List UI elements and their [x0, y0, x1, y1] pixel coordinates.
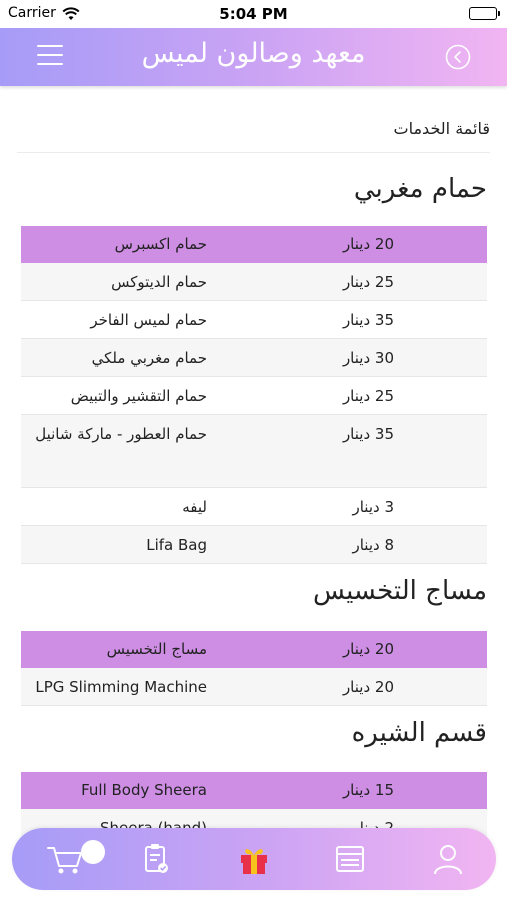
section-title-slimming-massage: مساج التخسيس	[312, 576, 487, 606]
service-name: Full Body Sheera	[81, 781, 207, 799]
service-row[interactable]	[21, 526, 487, 564]
profile-icon[interactable]	[432, 842, 464, 876]
service-name: حمام لميس الفاخر	[90, 311, 207, 329]
service-row[interactable]	[21, 339, 487, 377]
service-row[interactable]	[21, 263, 487, 301]
carrier-label: Carrier	[8, 5, 56, 21]
bottom-tab-bar	[12, 828, 496, 890]
service-name: Lifa Bag	[146, 536, 207, 554]
service-row[interactable]	[21, 488, 487, 526]
service-name: حمام مغربي ملكي	[91, 349, 207, 367]
service-price: 8 دينار	[352, 536, 394, 554]
service-price: 15 دينار	[342, 781, 394, 799]
service-row[interactable]	[21, 631, 487, 668]
service-price: 35 دينار	[342, 425, 394, 443]
service-row[interactable]	[21, 668, 487, 706]
service-name: حمام اكسبرس	[114, 235, 207, 253]
service-row[interactable]	[21, 301, 487, 339]
orders-clipboard-icon[interactable]	[142, 842, 170, 876]
service-row[interactable]	[21, 772, 487, 809]
service-price: 35 دينار	[342, 311, 394, 329]
service-price: 3 دينار	[352, 498, 394, 516]
service-price: 25 دينار	[342, 273, 394, 291]
service-price: 25 دينار	[342, 387, 394, 405]
cart-badge	[81, 840, 105, 864]
app-header	[0, 28, 507, 86]
section-title-moroccan-bath: حمام مغربي	[353, 174, 487, 204]
service-table-slimming-massage	[21, 631, 487, 706]
service-price: 20 دينار	[342, 235, 394, 253]
service-price: 20 دينار	[342, 678, 394, 696]
services-content	[0, 86, 507, 900]
status-bar	[0, 0, 507, 28]
section-title-sheera: قسم الشيره	[351, 718, 487, 748]
service-name: حمام الديتوكس	[111, 273, 207, 291]
list-icon[interactable]	[335, 842, 365, 876]
service-name: مساج التخسيس	[106, 640, 207, 658]
service-name: حمام العطور - ماركة شانيل	[35, 425, 207, 443]
back-arrow-icon[interactable]	[445, 44, 471, 70]
service-price: 30 دينار	[342, 349, 394, 367]
clock: 5:04 PM	[219, 5, 288, 23]
gift-icon[interactable]	[238, 842, 270, 876]
service-row[interactable]	[21, 415, 487, 488]
battery-icon	[469, 7, 497, 20]
page-title: قائمة الخدمات	[393, 119, 490, 138]
app-title: معهد وصالون لميس	[141, 38, 366, 69]
service-row[interactable]	[21, 226, 487, 263]
service-price: 20 دينار	[342, 640, 394, 658]
cart-icon[interactable]	[46, 842, 84, 876]
service-table-moroccan-bath	[21, 226, 487, 564]
service-name: حمام التقشير والتبيض	[70, 387, 207, 405]
divider	[17, 152, 490, 153]
service-name: LPG Slimming Machine	[35, 678, 207, 696]
service-name: ليفه	[182, 498, 207, 516]
service-row[interactable]	[21, 377, 487, 415]
